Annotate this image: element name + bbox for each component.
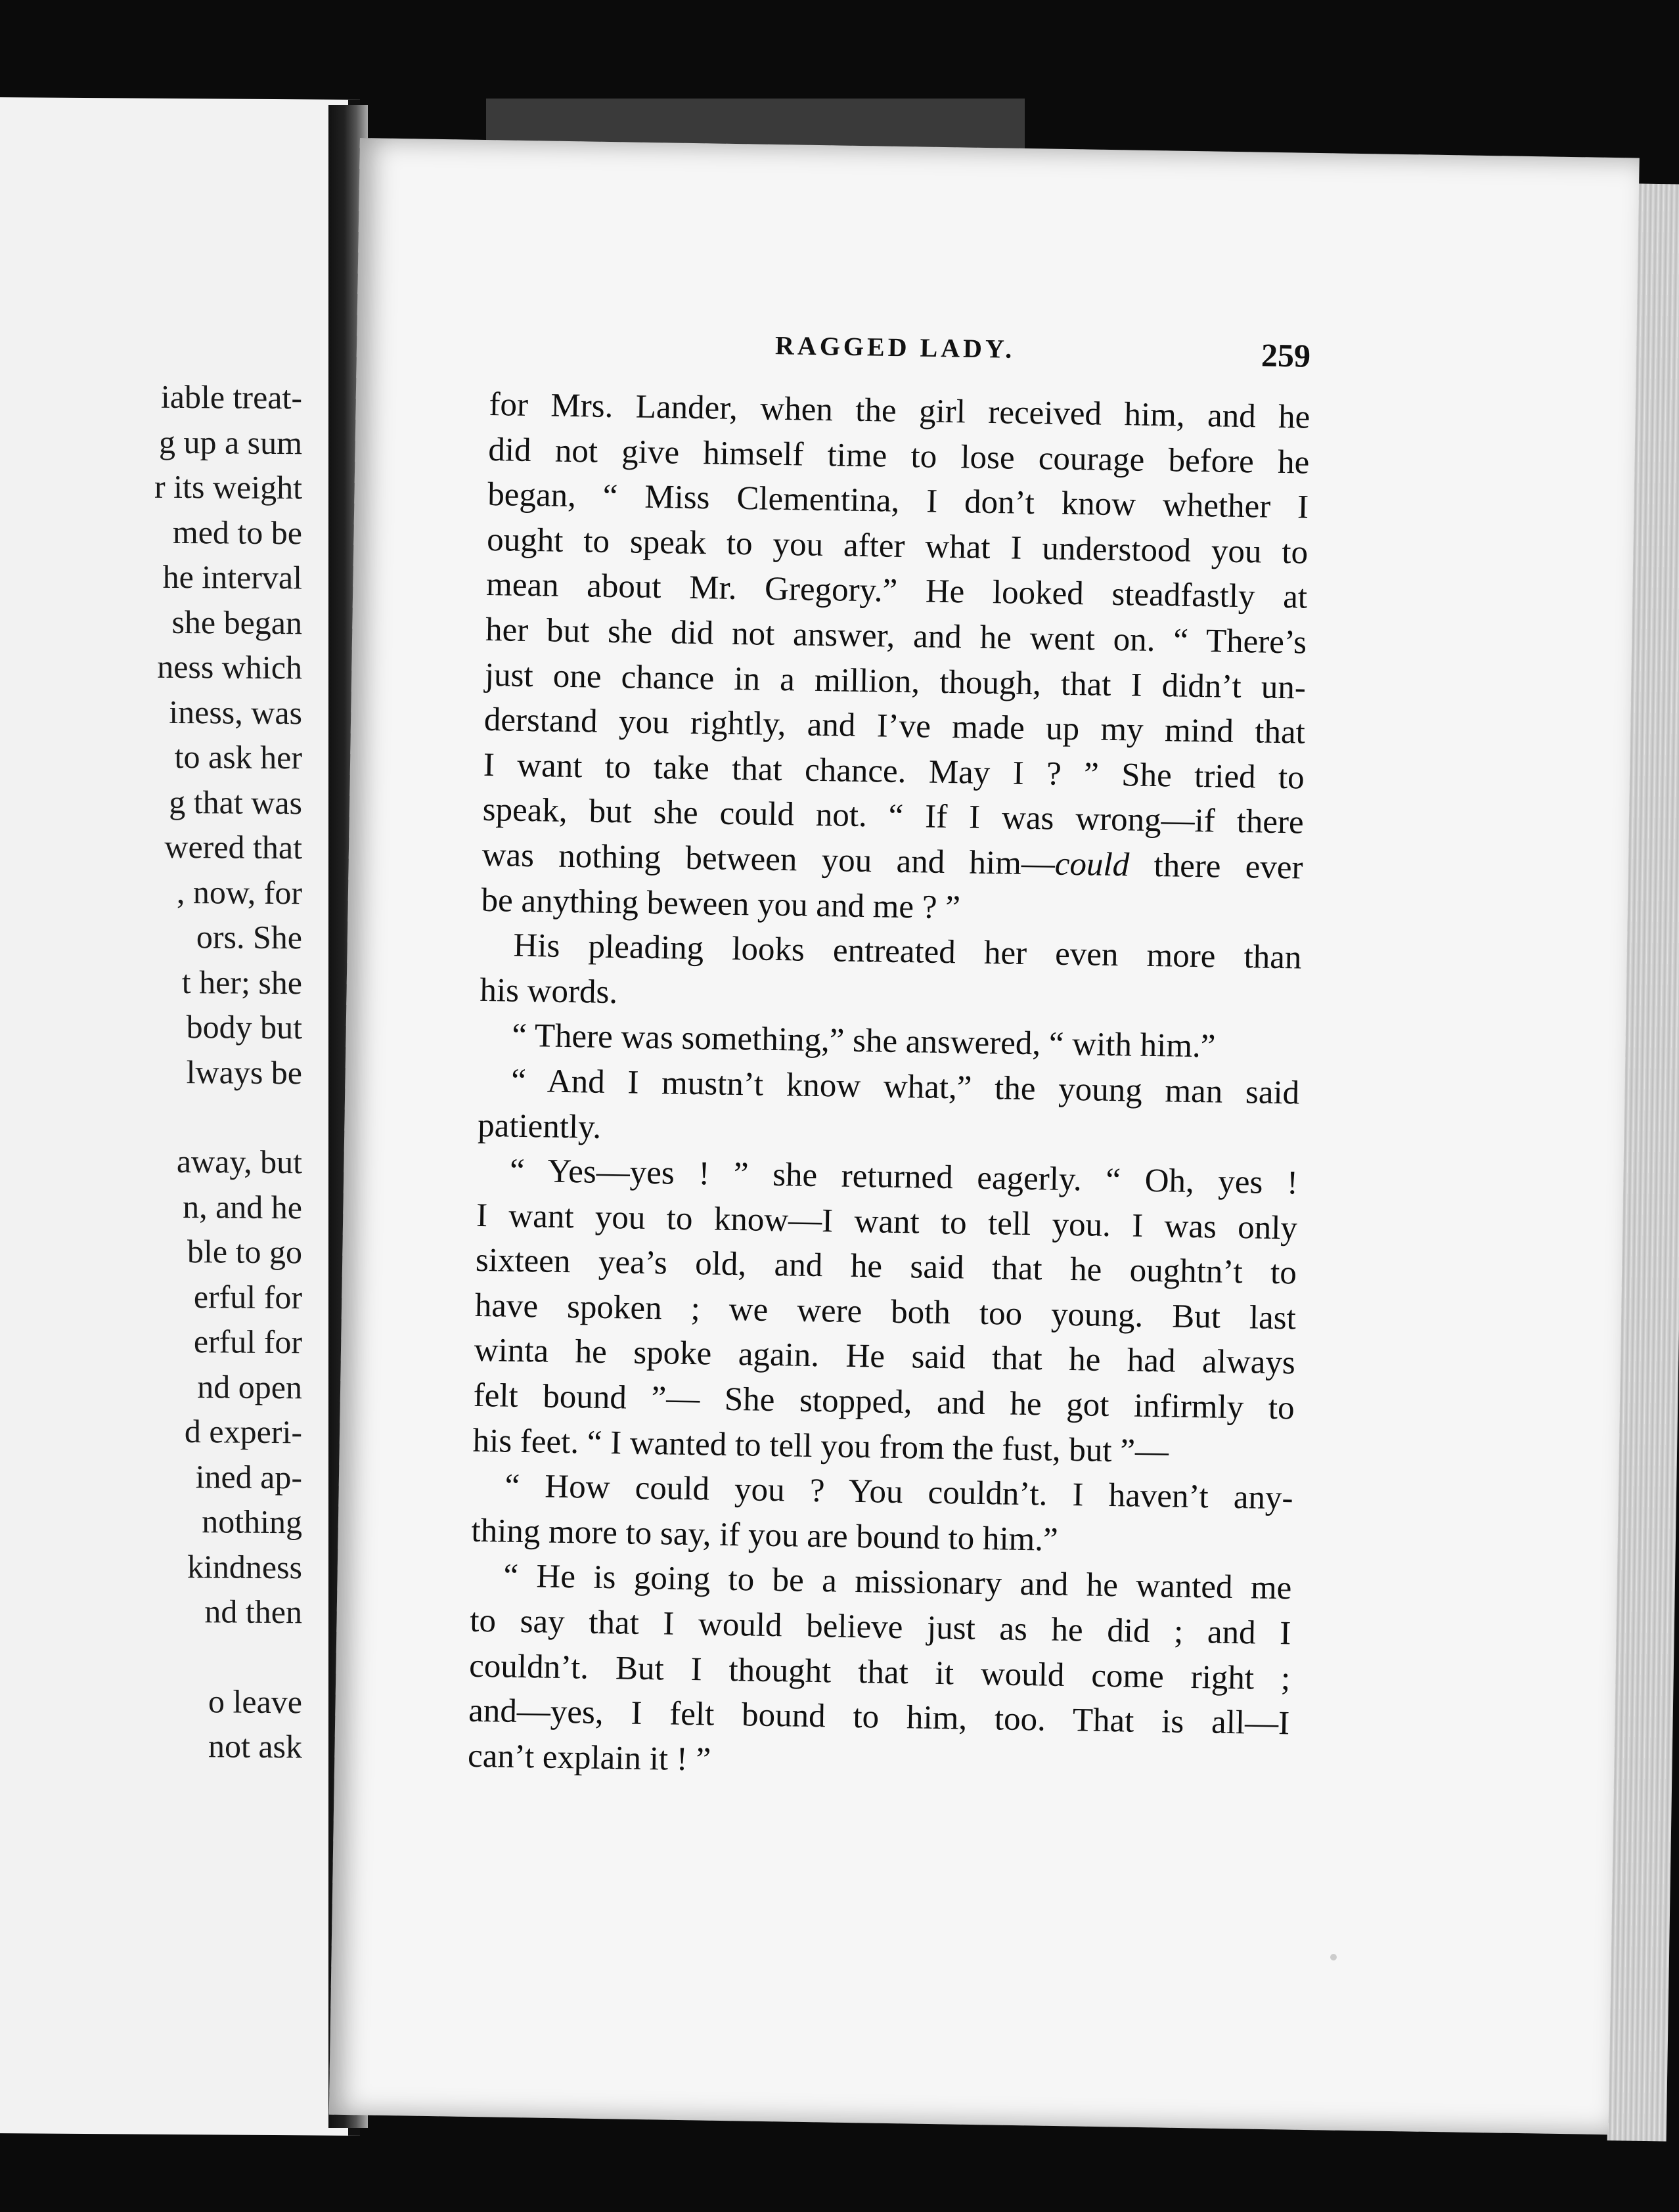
left-page-line: body but xyxy=(186,1008,302,1046)
left-page-line: iable treat- xyxy=(160,378,302,416)
left-page-text xyxy=(0,373,328,1769)
body-text-line: felt bound ”— She stopped, and he got infirmly to xyxy=(473,1377,1295,1427)
body-text-line: can’t explain it ! ” xyxy=(467,1737,711,1779)
left-page-line: d experi- xyxy=(184,1413,302,1451)
body-text-line: “ How could you ? You couldn’t. I haven’t any- xyxy=(504,1467,1293,1517)
body-text-line: for Mrs. Lander, when the girl received him, and he xyxy=(489,386,1310,436)
body-text-line: His pleading looks entreated her even more than xyxy=(513,927,1302,977)
left-page-line: nothing xyxy=(202,1503,302,1541)
body-text-line: his feet. “ I wanted to tell you from the fust, but ”— xyxy=(472,1422,1169,1471)
left-page-line xyxy=(0,1093,302,1139)
body-text-line: winta he spoke again. He said that he had always xyxy=(474,1332,1296,1382)
body-text-line: his words. xyxy=(480,971,618,1011)
body-text-line: “ Yes—yes ! ” she returned eagerly. “ Oh, yes ! xyxy=(509,1152,1299,1202)
body-text-line: and—yes, I felt bound to him, too. That is all—I xyxy=(468,1692,1290,1742)
left-page-line: r its weight xyxy=(154,468,302,506)
body-text-line: have spoken ; we were both too young. But last xyxy=(474,1287,1297,1337)
body-text-line: ought to speak to you after what I understood you to xyxy=(486,521,1309,571)
left-page-line: ness which xyxy=(157,648,302,686)
left-page-line: , now, for xyxy=(176,873,302,911)
body-text-line: sixteen yea’s old, and he said that he oughtn’t to xyxy=(475,1242,1297,1292)
left-page-line: ble to go xyxy=(187,1233,302,1271)
body-text-line: her but she did not answer, and he went on. “ There’s xyxy=(485,611,1307,661)
body-text-line: couldn’t. But I thought that it would come right ; xyxy=(468,1647,1291,1698)
left-page-line: g that was xyxy=(169,783,302,821)
left-page-line: erful for xyxy=(193,1323,302,1361)
body-text-line: be anything beween you and me ? ” xyxy=(481,881,961,926)
left-page-line: kindness xyxy=(187,1547,302,1585)
body-text-line: to say that I would believe just as he did ; and I xyxy=(469,1602,1291,1652)
left-page-line: not ask xyxy=(208,1727,302,1765)
left-page-line: to ask her xyxy=(174,738,302,776)
left-page-line: nd open xyxy=(197,1367,302,1405)
body-text-line: patiently. xyxy=(477,1107,602,1146)
body-text-line: mean about Mr. Gregory.” He looked steadfastly at xyxy=(485,566,1308,616)
left-page-line: med to be xyxy=(172,513,302,551)
body-text-line: derstand you rightly, and I’ve made up my mind that xyxy=(483,701,1306,751)
page-number: 259 xyxy=(1261,336,1311,374)
left-page-line: lways be xyxy=(186,1053,302,1091)
body-text-line: “ He is going to be a missionary and he wanted me xyxy=(503,1558,1292,1607)
body-text-line: “ And I mustn’t know what,” the young man said xyxy=(510,1062,1300,1112)
body-text-line: did not give himself time to lose courage before he xyxy=(487,431,1310,481)
left-page-line: iness, was xyxy=(169,693,302,731)
left-page-line: g up a sum xyxy=(158,423,302,461)
left-page-line: ors. She xyxy=(196,918,302,956)
paper-speck xyxy=(1330,1954,1337,1960)
left-page-line: wered that xyxy=(164,828,302,866)
left-page-line: erful for xyxy=(193,1277,302,1316)
left-page-line: away, but xyxy=(176,1142,302,1181)
left-page-line: nd then xyxy=(204,1593,302,1631)
body-text-line: speak, but she could not. “ If I was wrong—if there xyxy=(482,791,1305,841)
left-page-line: o leave xyxy=(208,1682,302,1720)
body-text-line: began, “ Miss Clementina, I don’t know whether I xyxy=(487,476,1309,526)
left-page-line xyxy=(0,1633,302,1679)
right-page-body-text xyxy=(468,382,1310,1792)
body-text-line: I want to take that chance. May I ? ” She tried to xyxy=(483,746,1305,797)
left-page-line: n, and he xyxy=(183,1187,302,1226)
running-head: RAGGED LADY. xyxy=(774,330,1016,364)
body-text-line: “ There was something,” she answered, “ with him.” xyxy=(511,1017,1216,1065)
body-text-line: was nothing between you and him—could there ever xyxy=(481,836,1303,887)
left-page-line: she began xyxy=(171,603,302,641)
left-page-line: t her; she xyxy=(181,963,302,1001)
body-text-line: thing more to say, if you are bound to him.” xyxy=(471,1512,1059,1559)
left-page-line: he interval xyxy=(162,558,302,596)
body-text-line: I want you to know—I want to tell you. I was only xyxy=(476,1197,1298,1247)
body-text-line: just one chance in a million, though, that I didn’t un- xyxy=(484,656,1307,707)
left-page xyxy=(0,97,360,2136)
left-page-line: ined ap- xyxy=(195,1457,302,1495)
